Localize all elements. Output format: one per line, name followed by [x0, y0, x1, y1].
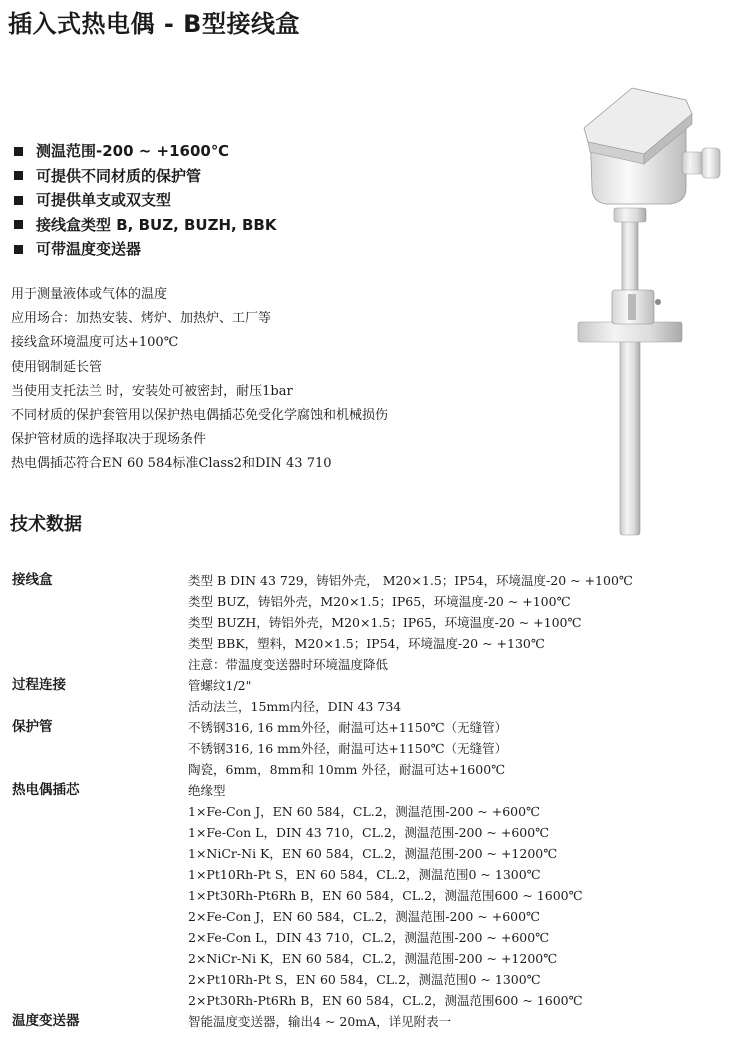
feature-text: 可带温度变送器 — [36, 240, 142, 258]
bullet-square-icon — [14, 196, 23, 205]
feature-text: 可提供不同材质的保护管 — [36, 166, 202, 185]
feature-item — [14, 237, 276, 262]
description-line: 不同材质的保护套管用以保护热电偶插芯免受化学腐蚀和机械损伤 — [11, 407, 389, 423]
spec-value: 1×Pt30Rh-Pt6Rh B，EN 60 584，CL.2，测温范围600 ~ 1600℃ — [188, 888, 583, 903]
spec-label: 接线盒 — [12, 572, 53, 588]
spec-value: 1×NiCr-Ni K，EN 60 584，CL.2，测温范围-200 ~ +1200℃ — [188, 846, 558, 861]
thermocouple-product-image — [570, 70, 738, 540]
spec-value: 类型 BBK，塑料，M20×1.5；IP54，环境温度-20 ~ +130℃ — [188, 636, 545, 651]
spec-value: 类型 BUZH，铸铝外壳，M20×1.5；IP65，环境温度-20 ~ +100℃ — [188, 615, 582, 630]
bullet-square-icon — [14, 171, 23, 180]
spec-row-terminal-head — [0, 570, 738, 675]
page-title: 插入式热电偶 - B型接线盒 — [8, 10, 300, 38]
spec-value: 管螺纹1/2" — [188, 678, 252, 693]
spec-label: 保护管 — [12, 719, 53, 735]
description-line: 保护管材质的选择取决于现场条件 — [11, 432, 207, 448]
spec-row-protection-tube — [0, 717, 738, 780]
bullet-square-icon — [14, 147, 23, 156]
spec-value: 活动法兰，15mm内径，DIN 43 734 — [188, 699, 402, 714]
description-line: 当使用支托法兰 时，安装处可被密封，耐压1bar — [11, 383, 293, 399]
feature-text: 可提供单支或双支型 — [36, 191, 172, 209]
spec-value: 智能温度变送器，输出4 ~ 20mA，详见附表一 — [188, 1014, 452, 1029]
spec-value: 1×Fe-Con J，EN 60 584，CL.2，测温范围-200 ~ +600℃ — [188, 804, 541, 819]
spec-value: 类型 B DIN 43 729，铸铝外壳， M20×1.5；IP54，环境温度-20 ~ +100℃ — [188, 573, 633, 588]
spec-value: 不锈钢316, 16 mm外径，耐温可达+1150℃（无缝管） — [188, 741, 508, 756]
description-line: 应用场合：加热安装、烤炉、加热炉、工厂等 — [11, 311, 272, 327]
spec-value: 2×Pt10Rh-Pt S，EN 60 584，CL.2，测温范围0 ~ 1300℃ — [188, 972, 541, 987]
spec-value: 1×Fe-Con L，DIN 43 710，CL.2，测温范围-200 ~ +600℃ — [188, 825, 550, 840]
spec-value: 2×Pt30Rh-Pt6Rh B，EN 60 584，CL.2，测温范围600 ~ 1600℃ — [188, 993, 583, 1008]
tech-data-heading: 技术数据 — [10, 514, 82, 535]
spec-row-process-connection — [0, 675, 738, 717]
spec-label: 温度变送器 — [12, 1013, 80, 1029]
spec-value: 1×Pt10Rh-Pt S，EN 60 584，CL.2，测温范围0 ~ 1300℃ — [188, 867, 541, 882]
spec-row-insert — [0, 780, 738, 1011]
feature-text: 测温范围-200 ~ +1600℃ — [36, 142, 230, 160]
spec-value: 2×Fe-Con L，DIN 43 710，CL.2，测温范围-200 ~ +600℃ — [188, 930, 550, 945]
spec-value: 陶瓷，6mm，8mm和 10mm 外径，耐温可达+1600℃ — [188, 762, 506, 777]
feature-item — [14, 164, 276, 189]
feature-list — [14, 139, 276, 262]
description-line: 使用钢制延长管 — [11, 359, 103, 375]
feature-item — [14, 139, 276, 164]
description-line: 热电偶插芯符合EN 60 584标准Class2和DIN 43 710 — [11, 456, 332, 472]
spec-value: 不锈钢316, 16 mm外径，耐温可达+1150℃（无缝管） — [188, 720, 508, 735]
spec-label: 热电偶插芯 — [12, 782, 80, 798]
spec-label: 过程连接 — [12, 677, 66, 693]
feature-item — [14, 213, 276, 238]
spec-row-transmitter — [0, 1011, 738, 1032]
feature-text: 接线盒类型 B, BUZ, BUZH, BBK — [36, 215, 277, 234]
description-line: 接线盒环境温度可达+100℃ — [11, 335, 179, 351]
spec-value: 类型 BUZ，铸铝外壳，M20×1.5；IP65，环境温度-20 ~ +100℃ — [188, 594, 571, 609]
spec-value: 绝缘型 — [188, 783, 226, 798]
bullet-square-icon — [14, 245, 23, 254]
description-line: 用于测量液体或气体的温度 — [11, 287, 168, 302]
feature-item — [14, 188, 276, 213]
bullet-square-icon — [14, 220, 23, 229]
spec-value: 注意：带温度变送器时环境温度降低 — [188, 657, 389, 672]
description-list — [11, 283, 388, 477]
spec-value: 2×Fe-Con J，EN 60 584，CL.2，测温范围-200 ~ +600℃ — [188, 909, 541, 924]
spec-table — [0, 570, 738, 1032]
spec-value: 2×NiCr-Ni K，EN 60 584，CL.2，测温范围-200 ~ +1200℃ — [188, 951, 558, 966]
